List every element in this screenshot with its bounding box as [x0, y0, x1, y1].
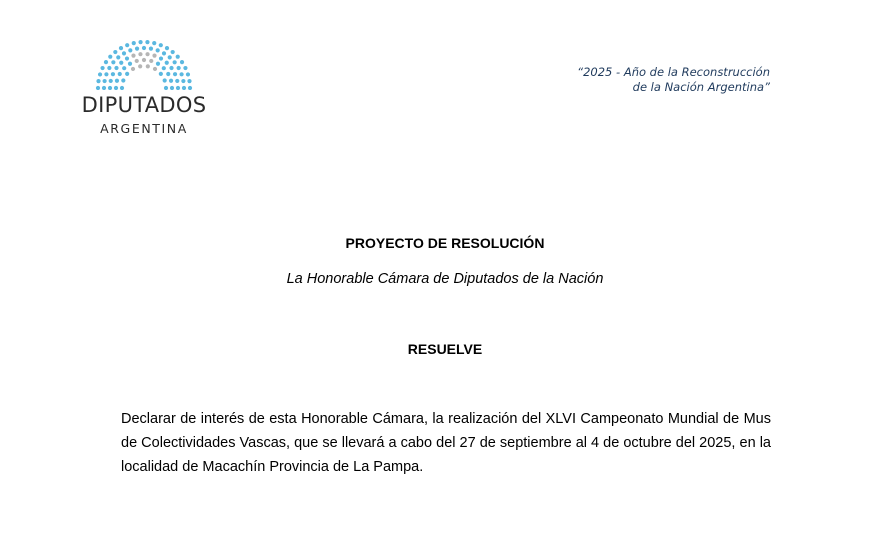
seat-dot [114, 86, 118, 90]
document-type-heading: PROYECTO DE RESOLUCIÓN [345, 235, 545, 251]
diputados-logo [78, 38, 210, 138]
seat-dot [153, 67, 157, 71]
seat-dot [156, 48, 160, 52]
seat-dot [159, 72, 163, 76]
seat-dot [176, 55, 180, 59]
motto-line-1: “2025 - Año de la Reconstrucción [577, 65, 770, 79]
seat-dot [122, 51, 126, 55]
resolution-body: Declarar de interés de esta Honorable Cámara, la realización del XLVI Campeonato Mundial de Mus de Colectividades Vascas, que se llevará a cabo del 27 de septiembre al 4 de octubre del 2025, en la localidad de Macachín Provincia de La Pampa. [121, 411, 771, 475]
seat-dot [114, 66, 118, 70]
seat-dot [119, 46, 123, 50]
seat-dot [156, 62, 160, 66]
seat-dot [181, 79, 185, 83]
hemicycle-seats-icon [92, 38, 196, 90]
seat-dot [108, 86, 112, 90]
seat-dot [107, 66, 111, 70]
seat-dot [159, 56, 163, 60]
seat-dot [122, 66, 126, 70]
seat-dot [183, 66, 187, 70]
seat-dot [104, 60, 108, 64]
seat-dot [146, 64, 150, 68]
seat-dot [149, 59, 153, 63]
seat-dot [131, 67, 135, 71]
seat-dot [188, 86, 192, 90]
seat-dot [125, 43, 129, 47]
seat-dot [169, 79, 173, 83]
seat-dot [145, 52, 149, 56]
seat-dot [98, 72, 102, 76]
year-motto [577, 65, 770, 95]
seat-dot [131, 54, 135, 58]
seat-dot [176, 86, 180, 90]
seat-dot [182, 86, 186, 90]
seat-dot [116, 55, 120, 59]
seat-dot [173, 72, 177, 76]
seat-dot [186, 72, 190, 76]
seat-dot [96, 86, 100, 90]
seat-dot [164, 86, 168, 90]
seat-dot [187, 79, 191, 83]
seat-dot [177, 66, 181, 70]
seat-dot [169, 66, 173, 70]
seat-dot [109, 79, 113, 83]
seat-dot [165, 46, 169, 50]
seat-dot [111, 60, 115, 64]
seat-dot [162, 66, 166, 70]
seat-dot [142, 46, 146, 50]
seat-dot [170, 86, 174, 90]
seat-dot [100, 66, 104, 70]
seat-dot [173, 60, 177, 64]
seat-dot [118, 72, 122, 76]
seat-dot [166, 72, 170, 76]
seat-dot [180, 60, 184, 64]
seat-dot [119, 61, 123, 65]
seat-dot [108, 55, 112, 59]
seat-dot [175, 79, 179, 83]
seat-dot [149, 47, 153, 51]
seat-dot [138, 52, 142, 56]
seat-dot [96, 79, 100, 83]
seat-dot [125, 56, 129, 60]
seat-dot [128, 62, 132, 66]
seat-dot [103, 79, 107, 83]
seat-dot [138, 40, 142, 44]
seat-dot [135, 59, 139, 63]
seat-dot [102, 86, 106, 90]
seat-dot [120, 86, 124, 90]
logo-title: DIPUTADOS [81, 93, 207, 117]
logo-subtitle: ARGENTINA [100, 121, 188, 136]
motto-line-2: de la Nación Argentina” [632, 80, 770, 94]
seat-dot [159, 43, 163, 47]
seat-dot [121, 78, 125, 82]
seat-dot [179, 72, 183, 76]
seat-dot [152, 54, 156, 58]
seat-dot [135, 47, 139, 51]
seat-dot [165, 61, 169, 65]
chamber-line: La Honorable Cámara de Diputados de la Nación [286, 271, 604, 287]
seat-dot [132, 41, 136, 45]
resolves-heading: RESUELVE [407, 341, 483, 357]
seat-dot [145, 40, 149, 44]
seat-dot [128, 48, 132, 52]
seat-dot [111, 72, 115, 76]
seat-dot [152, 41, 156, 45]
seat-dot [168, 55, 172, 59]
seat-dot [142, 58, 146, 62]
seat-dot [125, 72, 129, 76]
seat-dot [162, 51, 166, 55]
seat-dot [171, 50, 175, 54]
seat-dot [113, 50, 117, 54]
seat-dot [104, 72, 108, 76]
seat-dot [115, 79, 119, 83]
seat-dot [138, 64, 142, 68]
seat-dot [163, 78, 167, 82]
